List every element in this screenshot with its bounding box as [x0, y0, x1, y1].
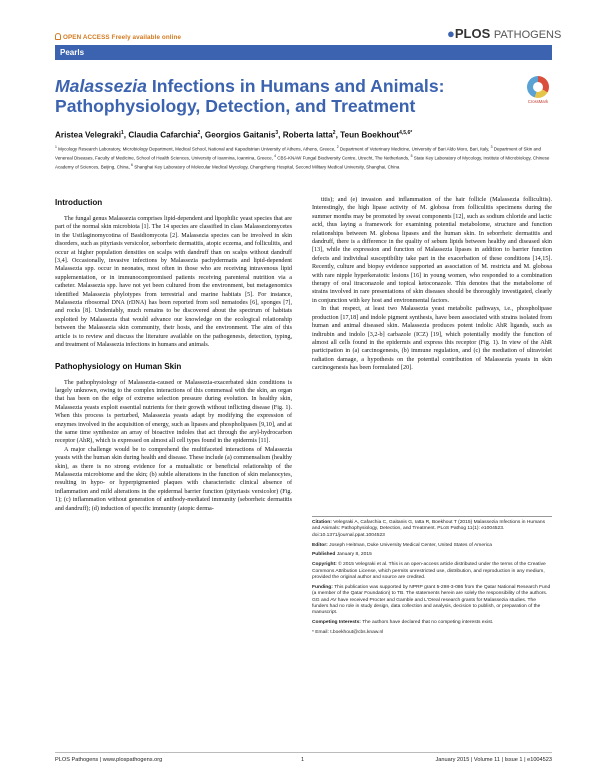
- pathophysiology-body: [55, 379, 292, 514]
- article-title: Malassezia Infections in Humans and Animals: Pathophysiology, Detection, and Treatment: [55, 76, 445, 116]
- competing-interests-note: Competing Interests: The authors have declared that no competing interests exist.: [312, 620, 494, 626]
- affiliation-text: Shanghai Key Laboratory of Molecular Medical Mycology, Changzheng Hospital, Second Military Medical University, Shanghai, China: [132, 164, 400, 170]
- copyright-note: Copyright: © 2015 Velegraki et al. This is an open-access article distributed under the terms of the Creative Commons Attribution License, which permits unrestricted use, distribution, and reproduction in any medium, provided the original author and source are credited.: [312, 562, 546, 581]
- introduction-body: [55, 215, 292, 350]
- affiliation-text: Department of Veterinary Medicine, University of Bari Aldo Moro, Bari, Italy,: [338, 146, 491, 152]
- left-column: [55, 196, 292, 513]
- affiliation-number: 6: [131, 162, 133, 167]
- crossmark-icon: [527, 76, 549, 98]
- article-metadata: [312, 516, 552, 640]
- author-affiliation-mark: 4,5,6*: [399, 130, 413, 136]
- citation-note: Citation: Velegraki A, Cafarchia C, Gaitanis G, Iatta R, Boekhout T (2015) Malassezia Infections in Humans and Animals: Pathophysiology, Detection, and Treatment. PLoS Pathog 11(1): e1004523. doi:10.1371/journal.ppat.1004523: [312, 520, 546, 538]
- affiliation-text: Department of Skin and Venereal Diseases, Faculty of Medicine, School of Health Sciences, University of Ioannina, Ioannina, Greece,: [55, 146, 541, 161]
- affiliation-text: CBS-KNAW Fungal Biodiversity Centre, Utrecht, The Netherlands,: [276, 155, 411, 161]
- affiliation-number: 2: [336, 145, 339, 149]
- author-affiliation-mark: 1: [121, 130, 124, 136]
- affiliation-text: State Key Laboratory of Mycology, Institute of Microbiology, Chinese Academy of Sciences, Beijing, China,: [55, 155, 550, 170]
- body-paragraph: The fungal genus Malassezia comprises lipid-dependent and lipophilic yeast species that are part of the normal skin microbiota [1]. The 14 species are classified in class Malasseziomycetes in the Ustilaginomycotina of Basidiomycota [2]. Malassezia species can be involved in skin disorders, such as pityriasis versicolor, seborrheic dermatitis, atopic eczema, and folliculitis, and occur at higher population densities on scalps with dandruff than on scalps without dandruff [3,4]. Occasionally, invasive infections by Malassezia pachydermatis and lipid-dependent Malassezia spp. occur in neonates, most often in those who are receiving intravenous lipid supplementation, or in immunocompromised patients receiving parenteral nutrition via a catheter. Malassezia spp. have not yet been cultured from the environment, but metagenomics identified Malassezia phylotypes from terrestrial and marine habitats [5]. For instance, Malassezia ribosomal DNA (rDNA) has been reported from soil nematodes [6], sponges [7], and rocks [8]. Undeniably, much remains to be discovered about the spectrum of habitats exploited by Malassezia that would advance our knowledge on the ecological relationship between the Malassezia skin community, their hosts, and the environment. The aim of this article is to review and discuss the literature available on the pathogenesis, detection, typing, and treatment of Malassezia infections in humans and animals.: [55, 216, 292, 349]
- author-name[interactable]: Teun Boekhout: [340, 130, 400, 140]
- affiliations: [55, 144, 552, 170]
- page-number: 1: [301, 757, 305, 763]
- section-bar: Pearls: [55, 45, 552, 60]
- published-note: Published January 8, 2015: [312, 552, 372, 558]
- section-heading-pathophysiology: Pathophysiology on Human Skin: [55, 361, 182, 371]
- author-name[interactable]: Roberta Iatta: [282, 130, 333, 140]
- author-affiliation-mark: 2: [332, 130, 336, 136]
- affiliation-number: 5: [410, 153, 413, 158]
- author-name[interactable]: Claudia Cafarchia: [128, 130, 198, 140]
- plos-logo-mark-icon: ●: [447, 26, 455, 41]
- author-affiliation-mark: 2: [197, 130, 201, 136]
- email-link[interactable]: * Email: t.boekhout@cbs.knaw.nl: [312, 630, 384, 636]
- affiliation-number: 4: [274, 153, 277, 158]
- author-name[interactable]: Georgios Gaitanis: [204, 130, 276, 140]
- author-list: Aristea Velegraki$^1$, Claudia Cafarchia$^2$, Georgios Gaitanis$^3$, Roberta Iatta$^2$, Teun Boekhout$^{4,5,6*}$: [55, 130, 413, 140]
- open-lock-icon: [55, 33, 61, 40]
- right-column: [312, 196, 552, 373]
- body-paragraph: titis); and (e) invasion and inflammation of the hair follicle (Malassezia folliculitis). Interestingly, the high lipase activity of M. globosa from folliculitis specimens during the summer months may be promoted by sweat components [12], such as sodium chloride and lactic acid, thus laying a framework for examining potential metabolome, structure and function relationships between M. globosa lipases and the human skin. In seborrheic dermatitis and dandruff, there is a difference in the quality of sebum lipids between healthy and diseased skin [13], while the expression and function of Malassezia lipases in addition to barrier function defects and individual susceptibility take part in the exacerbation of these conditions [14,15]. Recently, culture and biopsy evidence supported an association of M. restricta and M. globosa with rare nipple hyperkeratotic lesions [16] in young women, who responded to a combination therapy of oral itraconazole and topical ketoconazole. This denotes that the metabolome of strains involved in rare presentations of skin diseases should be thoroughly investigated, clearly in conjunction with key host and environmental factors.: [312, 197, 552, 304]
- editor-note: Editor: Joseph Heitman, Duke University Medical Center, United States of America: [312, 542, 492, 548]
- affiliation-number: 1: [55, 145, 57, 149]
- section-heading-introduction: Introduction: [55, 198, 103, 207]
- author-affiliation-mark: 3: [275, 130, 279, 136]
- affiliation-number: 3: [490, 145, 493, 149]
- body-paragraph: In that respect, at least two Malassezia yeast metabolic pathways, i.e., phospholipase production [17,18] and indole pigment synthesis, have been associated with strains isolated from human and animal diseased skin. Malassezia produces potent indolic AhR ligands, such as indirubin and indolo [3,2-b] carbazole (ICZ) [19], which potentially modify the function of almost all cells found in the epidermis and express this receptor (Fig. 1). In view of the AhR participation in (a) carcinogenesis, (b) immune regulation, and (c) the mediation of ultraviolet radiation damage, a hypothesis on the potential contribution of Malassezia yeasts in skin carcinogenesis has been formulated [20].: [312, 306, 552, 372]
- funding-note: Funding: This publication was supported by NPRP grant 5-298-3-086 from the Qatar National Research Fund (a member of the Qatar Foundation) to TB. The statements herein are solely the responsibility of the authors. GG and AV have received Procter and Gamble and L'Oreal research grants for Malassezia studies. The funders had no role in study design, data collection and analysis, decision to publish, or preparation of the manuscript.: [312, 584, 551, 616]
- footer-issue: January 2015 | Volume 11 | Issue 1 | e1004523: [435, 757, 552, 763]
- page-footer: [55, 752, 552, 764]
- right-column-body: [312, 196, 552, 373]
- author-name[interactable]: Aristea Velegraki: [55, 130, 121, 140]
- affiliation-text: Mycology Research Laboratory, Microbiology Department, Medical School, National and Kapodistrian University of Athens, Athens, Greece,: [56, 146, 337, 152]
- body-paragraph: The pathophysiology of Malassezia-caused or Malassezia-exacerbated skin conditions is largely unknown, owing to the complex interactions of this commensal with the skin, an organ that has been on the edge of extreme selection pressure during evolution. In healthy skin, Malassezia yeasts exploit essential nutrients for their growth without inflicting disease (Fig. 1). When this process is perturbed, Malassezia yeasts adapt by modifying the expression of enzymes involved in the acquisition of energy, such as lipases and phospholipases [9,10], and at the same time synthesize an array of bioactive indoles that act through the aryl-hydrocarbon receptor (AhR), which is expressed on almost all cell types found in the epidermis [11].: [55, 379, 292, 445]
- plos-logo[interactable]: ●PLOS PATHOGENS: [447, 26, 562, 41]
- crossmark-badge[interactable]: CrossMark: [522, 76, 554, 104]
- open-access-label: OPEN ACCESS Freely available online: [55, 33, 181, 41]
- footer-journal[interactable]: PLOS Pathogens | www.plospathogens.org: [55, 757, 163, 763]
- body-paragraph: A major challenge would be to comprehend the multifaceted interactions of Malassezia yeasts with the human skin during health and disease. These include (a) commensalism (healthy skin), as there is no strong evidence for a mutualistic or beneficial relationship of the Malassezia microbiome and the skin; (b) subtle alterations in the function of skin melanocytes, resulting in hypo- or hyperpigmented plaques with characteristic clinical absence of inflammation and mild alterations in the epidermal barrier function (pityriasis versicolor) (Fig. 1); (c) inflammation without generation of antibody-mediated immunity (seborrheic dermatitis and dandruff); (d) induction of specific immunity (atopic derma-: [55, 446, 292, 512]
